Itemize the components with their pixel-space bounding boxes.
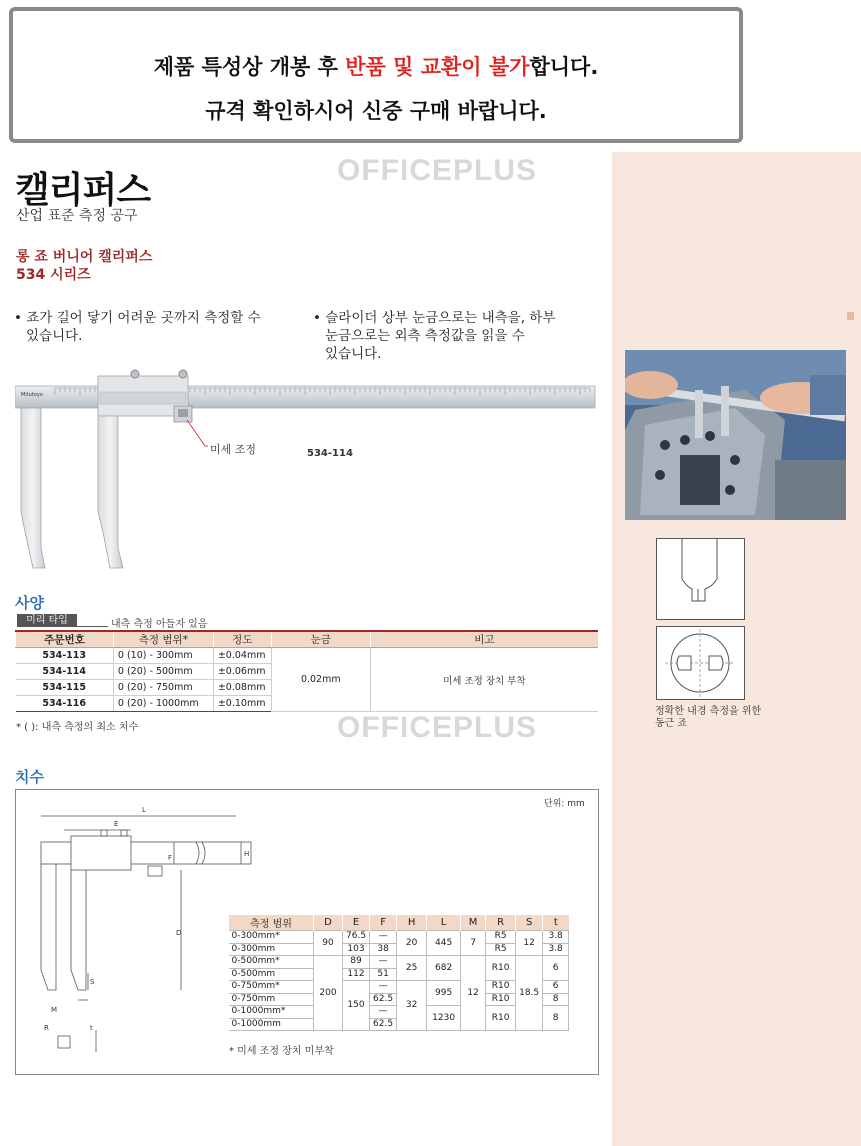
accuracy: ±0.10mm — [213, 696, 271, 712]
label-D: D — [176, 929, 182, 937]
cell-D: 200 — [314, 956, 343, 1031]
cell-R: R5 — [486, 943, 516, 956]
cell-F: 62.5 — [370, 993, 397, 1006]
cell-H: 32 — [397, 981, 427, 1031]
cell-range: 0-1000mm — [229, 1018, 314, 1031]
cell-F: — — [370, 956, 397, 969]
dims-footnote: * 미세 조정 장치 미부착 — [229, 1046, 334, 1057]
cell-L: 682 — [427, 956, 461, 981]
label-R: R — [44, 1024, 49, 1032]
cell-range: 0-500mm* — [229, 956, 314, 969]
col-range: 측정 범위 — [229, 915, 314, 931]
cell-L: 445 — [427, 931, 461, 956]
model-label: 534-114 — [307, 448, 353, 459]
cell-D: 90 — [314, 931, 343, 956]
cell-range: 0-300mm* — [229, 931, 314, 944]
cell-t: 6 — [543, 956, 569, 981]
order-code: 534-114 — [16, 664, 114, 680]
cell-L: 995 — [427, 981, 461, 1006]
order-code: 534-113 — [16, 648, 114, 664]
spec-footnote: * ( ): 내측 측정의 최소 치수 — [16, 722, 139, 733]
cell-F: 62.5 — [370, 1018, 397, 1031]
label-F: F — [168, 854, 173, 862]
brand-mark: Mitutoyo — [21, 392, 43, 398]
cell-H: 25 — [397, 956, 427, 981]
notice-line-1 — [13, 51, 739, 81]
cell-t: 8 — [543, 1006, 569, 1031]
cell-range: 0-1000mm* — [229, 1006, 314, 1019]
notice-banner — [9, 7, 743, 143]
cell-range: 0-500mm — [229, 968, 314, 981]
jaw-caption-line2: 동근 죠 — [655, 718, 688, 729]
col-E: E — [343, 915, 370, 931]
cell-M: 7 — [461, 931, 486, 956]
type-tag-underline — [77, 626, 108, 627]
col-D: D — [314, 915, 343, 931]
bullet-2-line2: 눈금으로는 외측 측정값을 읽을 수 — [325, 328, 525, 344]
notice-line1-red: 반품 및 교환이 불가 — [345, 55, 530, 79]
usage-photo — [625, 350, 846, 520]
feature-bullet-1 — [14, 309, 261, 345]
measure-range: 0 (20) - 1000mm — [113, 696, 213, 712]
col-M: M — [461, 915, 486, 931]
table-row — [229, 956, 569, 969]
cell-F: 38 — [370, 943, 397, 956]
col-graduation: 눈금 — [271, 631, 370, 648]
col-range: 측정 범위* — [113, 631, 213, 648]
jaw-caption-line1: 정확한 내경 측정을 위한 — [655, 706, 762, 717]
cell-E: 103 — [343, 943, 370, 956]
jaw-caption — [655, 706, 761, 730]
sidebar-marker — [847, 312, 854, 320]
feature-bullet-2 — [313, 309, 555, 363]
cell-t: 3.8 — [543, 931, 569, 944]
series-number: 534 시리즈 — [16, 267, 91, 283]
col-remark: 비고 — [370, 631, 598, 648]
col-order-no: 주문번호 — [16, 631, 114, 648]
cell-M: 12 — [461, 956, 486, 1031]
label-t: t — [90, 1024, 93, 1032]
cell-S: 18.5 — [516, 956, 543, 1031]
col-R: R — [486, 915, 516, 931]
bullet-1-line2: 있습니다. — [26, 328, 83, 344]
cell-E: 150 — [343, 981, 370, 1031]
cell-H: 20 — [397, 931, 427, 956]
cell-R: R10 — [486, 956, 516, 981]
cell-t: 6 — [543, 981, 569, 994]
cell-E: 112 — [343, 968, 370, 981]
col-t: t — [543, 915, 569, 931]
accuracy: ±0.04mm — [213, 648, 271, 664]
accuracy: ±0.08mm — [213, 680, 271, 696]
cell-S: 12 — [516, 931, 543, 956]
jaw-detail-bottom — [656, 626, 745, 700]
cell-R: R10 — [486, 993, 516, 1006]
type-tag: 미리 타입 — [17, 614, 77, 627]
cell-F: — — [370, 1006, 397, 1019]
accuracy: ±0.06mm — [213, 664, 271, 680]
col-F: F — [370, 915, 397, 931]
cell-t: 3.8 — [543, 943, 569, 956]
cell-range: 0-750mm — [229, 993, 314, 1006]
bullet-2-line3: 있습니다. — [325, 346, 382, 362]
graduation: 0.02mm — [271, 648, 370, 712]
unit-label: 단위: mm — [544, 799, 585, 809]
cell-range: 0-300mm — [229, 943, 314, 956]
measure-range: 0 (20) - 500mm — [113, 664, 213, 680]
label-E: E — [114, 820, 119, 828]
page-subtitle: 산업 표준 측정 공구 — [16, 208, 138, 224]
series-name: 롱 죠 버니어 캘리퍼스 — [16, 249, 153, 265]
cell-L: 1230 — [427, 1006, 461, 1031]
cell-range: 0-750mm* — [229, 981, 314, 994]
table-row — [229, 931, 569, 944]
col-H: H — [397, 915, 427, 931]
spec-table — [15, 630, 598, 712]
spec-header-row — [16, 631, 599, 648]
cell-F: — — [370, 931, 397, 944]
order-code: 534-116 — [16, 696, 114, 712]
notice-line1-pre: 제품 특성상 개봉 후 — [153, 55, 346, 79]
label-M: M — [51, 1006, 58, 1014]
spec-heading: 사양 — [15, 594, 44, 612]
notice-line-2: 규격 확인하시어 신중 구매 바랍니다. — [205, 99, 547, 123]
fine-adjust-label: 미세 조정 — [210, 443, 257, 456]
cell-F: — — [370, 981, 397, 994]
label-S: S — [90, 978, 95, 986]
dims-header-row — [229, 915, 569, 931]
bullet-1-line1: • 죠가 길어 닿기 어려운 곳까지 측정할 수 — [14, 310, 261, 326]
cell-E: 89 — [343, 956, 370, 969]
dims-heading: 치수 — [15, 768, 44, 786]
page-title: 캘리퍼스 — [15, 170, 151, 211]
watermark-top: OFFICEPLUS — [337, 154, 538, 187]
col-L: L — [427, 915, 461, 931]
col-S: S — [516, 915, 543, 931]
cell-F: 51 — [370, 968, 397, 981]
measure-range: 0 (10) - 300mm — [113, 648, 213, 664]
table-row — [16, 648, 599, 664]
cell-t: 8 — [543, 993, 569, 1006]
watermark-middle: OFFICEPLUS — [337, 711, 538, 744]
order-code: 534-115 — [16, 680, 114, 696]
jaw-detail-top — [656, 538, 745, 620]
cell-R: R5 — [486, 931, 516, 944]
cell-R: R10 — [486, 1006, 516, 1031]
col-accuracy: 정도 — [213, 631, 271, 648]
caliper-illustration — [15, 362, 600, 574]
cell-R: R10 — [486, 981, 516, 994]
type-description: 내측 측정 아들자 있음 — [111, 619, 208, 630]
cell-E: 76.5 — [343, 931, 370, 944]
dims-table — [228, 915, 569, 1031]
bullet-2-line1: • 슬라이더 상부 눈금으로는 내측을, 하부 — [313, 310, 556, 326]
label-L: L — [142, 806, 146, 814]
notice-line1-post: 합니다. — [529, 55, 599, 79]
measure-range: 0 (20) - 750mm — [113, 680, 213, 696]
label-H: H — [244, 850, 250, 858]
remark: 미세 조정 장치 부착 — [370, 648, 598, 712]
